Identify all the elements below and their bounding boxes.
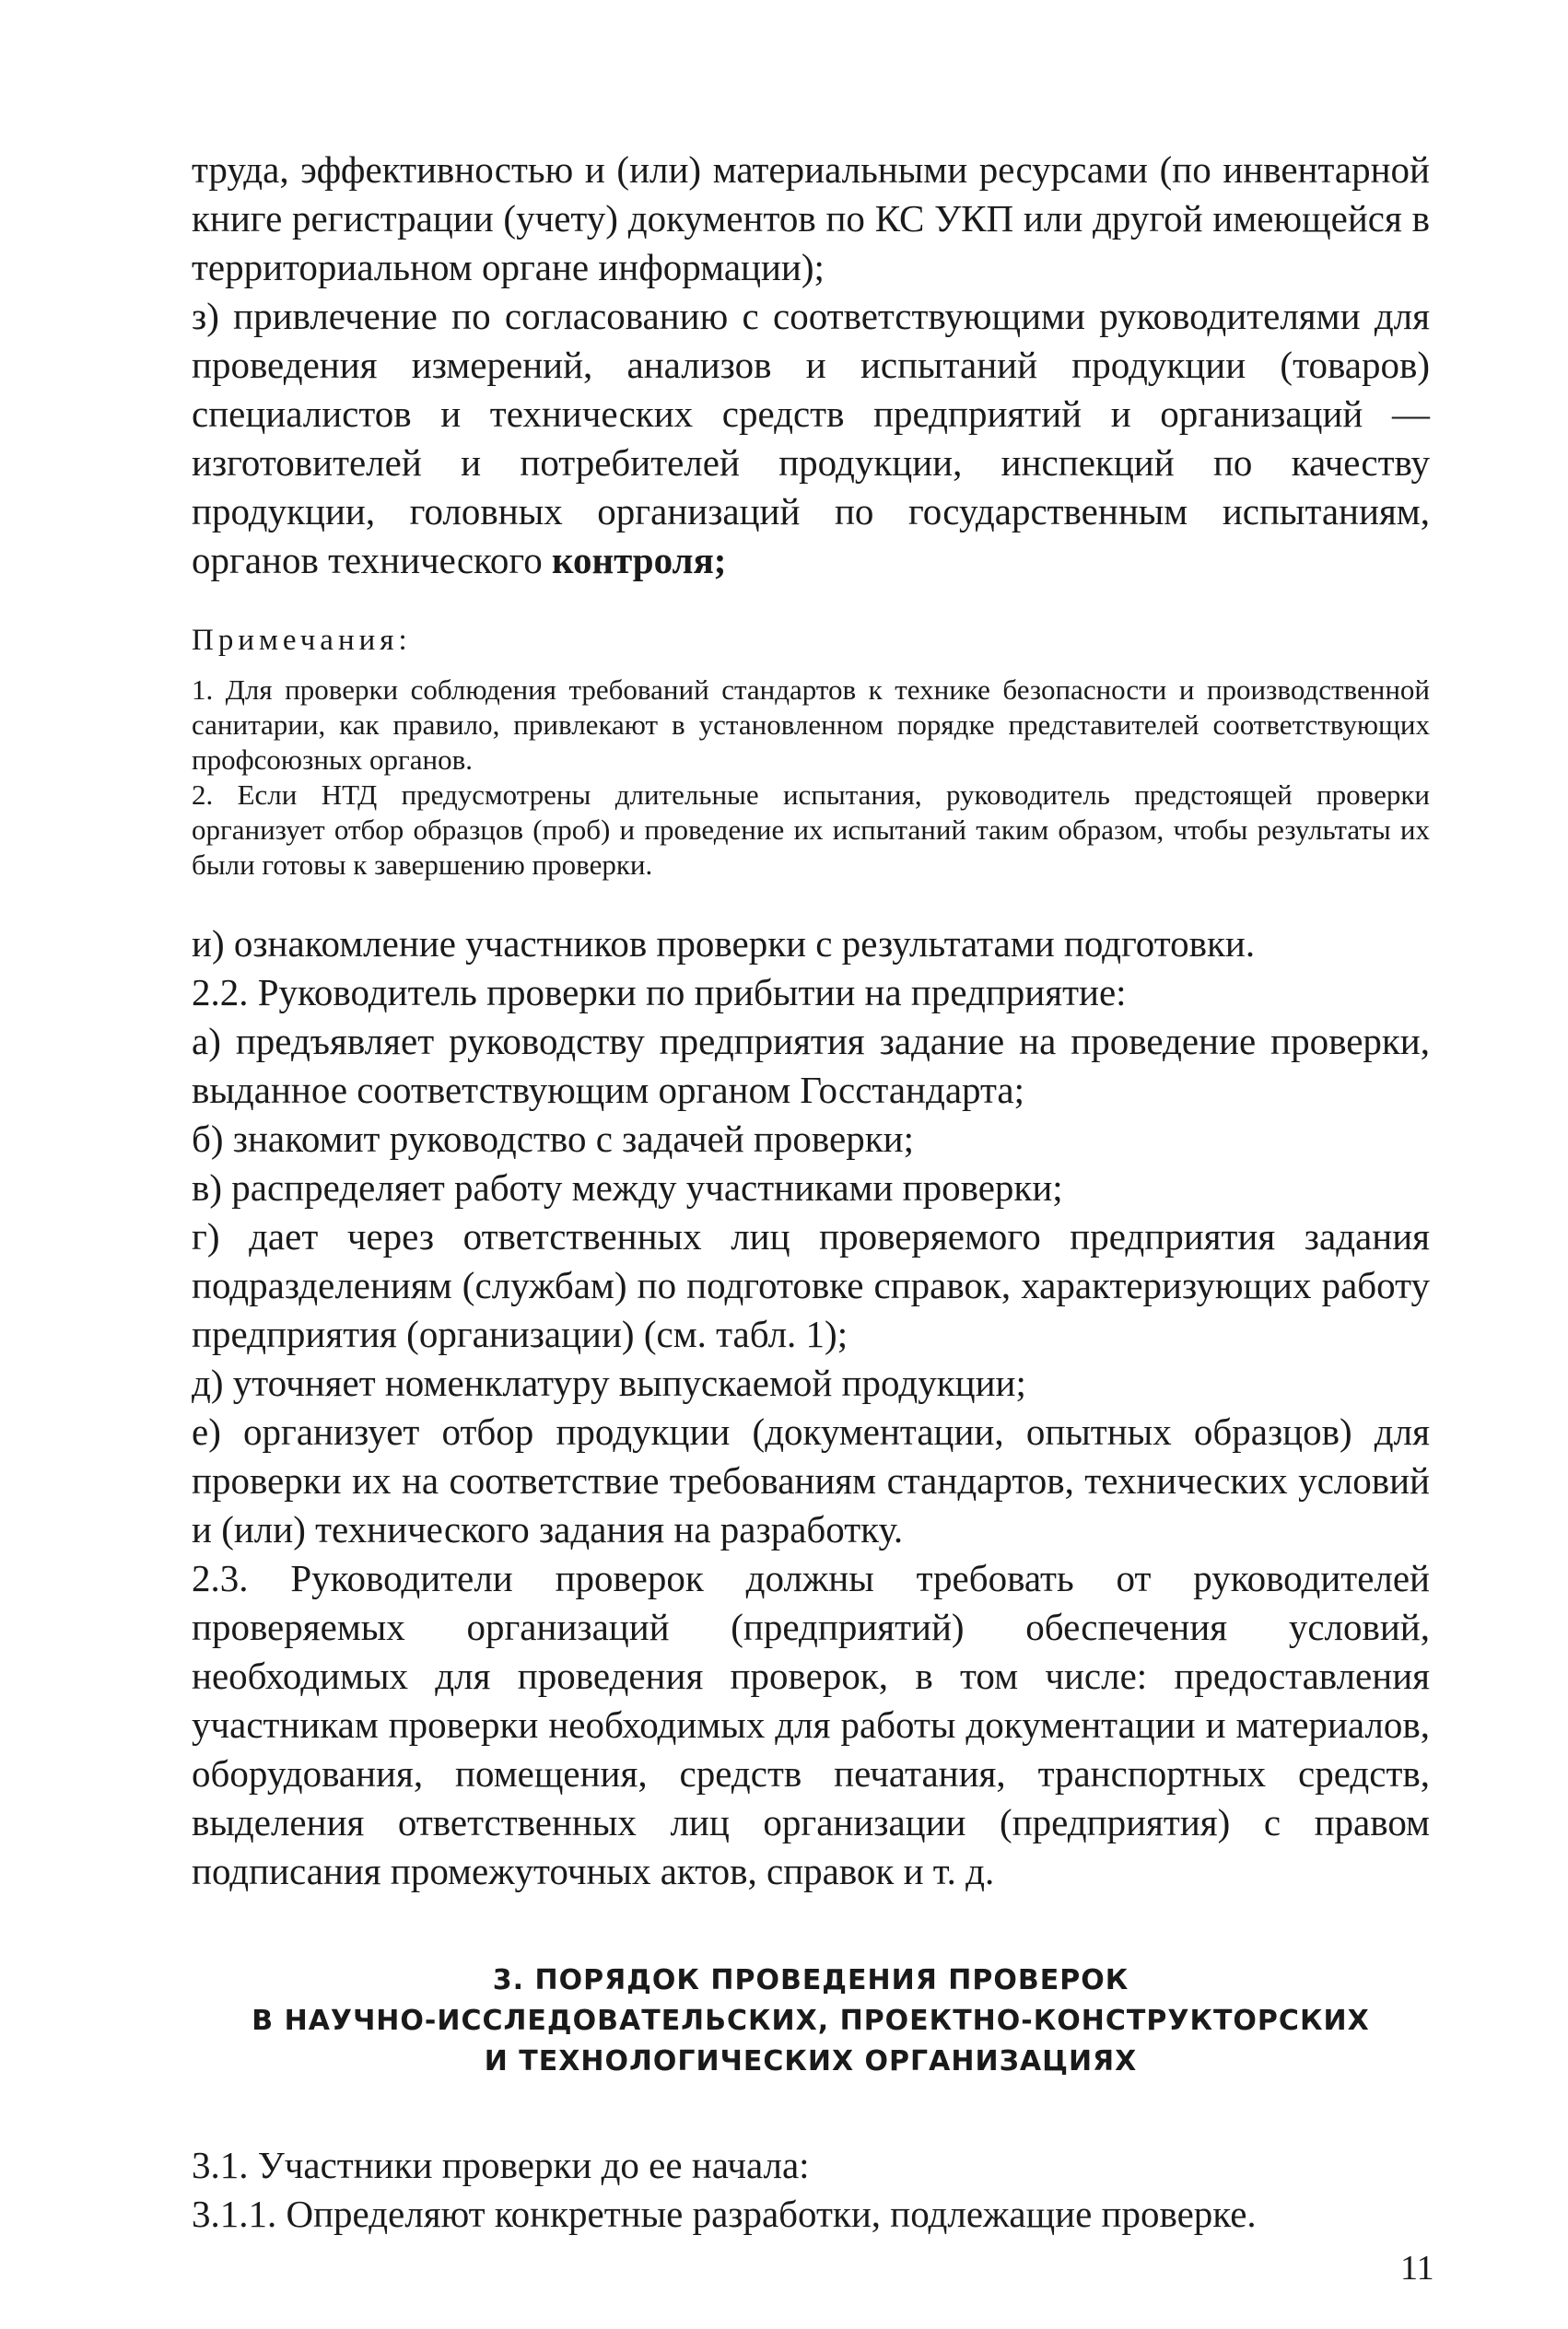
paragraph-3-1-1: 3.1.1. Определяют конкретные разработки, подлежащие проверке. [192, 2193, 1257, 2235]
notes-title: Примечания: [192, 624, 412, 657]
paragraph-item-d: д) уточняет номенклатуру выпускаемой продукции; [192, 1362, 1026, 1404]
paragraph-item-v: в) распределяет работу между участниками проверки; [192, 1166, 1063, 1209]
paragraph-3-1: 3.1. Участники проверки до ее начала: [192, 2144, 810, 2186]
paragraph-item-e: е) организует отбор продукции (документации, опытных образцов) для проверки их на соответствие требованиям стандартов, технических условий и (или) технического задания на разработку. [192, 1410, 1430, 1551]
paragraph-item-b: б) знакомит руководство с задачей проверки; [192, 1118, 914, 1160]
document-page [192, 146, 1430, 2239]
section-heading-line-1: 3. ПОРЯДОК ПРОВЕДЕНИЯ ПРОВЕРОК [492, 1964, 1129, 1996]
paragraph-item-z-bold-tail: контроля; [551, 539, 727, 581]
page-number: 11 [1400, 2249, 1434, 2288]
note-2: 2. Если НТД предусмотрены длительные испытания, руководитель предстоящей проверки организует отбор образцов (проб) и проведение их испытаний таким образом, чтобы результаты их были готовы к завершению проверки. [192, 778, 1430, 881]
section-heading-line-2: В НАУЧНО-ИССЛЕДОВАТЕЛЬСКИХ, ПРОЕКТНО-КОНСТРУКТОРСКИХ [252, 2005, 1370, 2037]
paragraph-2-2: 2.2. Руководитель проверки по прибытии на предприятие: [192, 971, 1127, 1013]
paragraph-item-g: г) дает через ответственных лиц проверяемого предприятия задания подразделениям (службам) по подготовке справок, характеризующих работу предприятия (организации) (см. табл. 1); [192, 1215, 1430, 1355]
paragraph-2-3: 2.3. Руководители проверок должны требовать от руководителей проверяемых организаций (предприятий) обеспечения условий, необходимых для проведения проверок, в том числе: предоставления участникам проверки необходимых для работы документации и материалов, оборудования, помещения, средств печатания, транспортных средств, выделения ответственных лиц организации (предприятия) с правом подписания промежуточных актов, справок и т. д. [192, 1557, 1430, 1892]
section-heading-line-3: И ТЕХНОЛОГИЧЕСКИХ ОРГАНИЗАЦИЯХ [484, 2045, 1138, 2077]
section-3-heading [192, 1960, 1430, 2082]
paragraph-continuation: труда, эффективностью и (или) материальными ресурсами (по инвентарной книге регистрации (учету) документов по КС УКП или другой имеющейся в территориальном органе информации); [192, 148, 1430, 288]
paragraph-item-z [192, 292, 1430, 585]
paragraph-item-i: и) ознакомление участников проверки с результатами подготовки. [192, 922, 1256, 965]
main-body [192, 919, 1430, 1896]
note-1: 1. Для проверки соблюдения требований стандартов к технике безопасности и производственной санитарии, как правило, привлекают в установленном порядке представителей соответствующих профсоюзных органов. [192, 673, 1430, 776]
paragraph-item-z-text: з) привлечение по согласованию с соответствующими руководителями для проведения измерений, анализов и испытаний продукции (товаров) специалистов и технических средств предприятий и организаций — изготовителей и потребителей продукции, инспекций по качеству продукции, головных организаций по государственным испытаниям, органов технического [192, 295, 1430, 581]
paragraph-item-a: а) предъявляет руководству предприятия задание на проведение проверки, выданное соответствующим органом Госстандарта; [192, 1020, 1430, 1111]
